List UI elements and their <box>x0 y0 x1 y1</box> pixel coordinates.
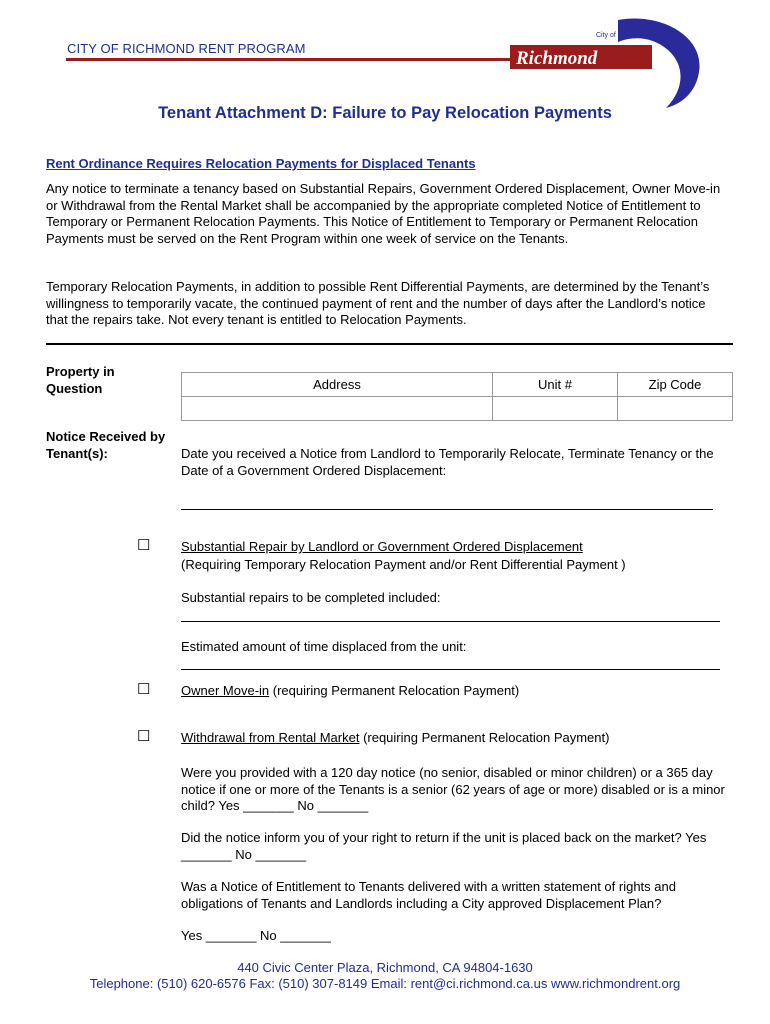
time-displaced-prompt: Estimated amount of time displaced from the unit: <box>181 639 467 654</box>
section-subheading: Rent Ordinance Requires Relocation Payments for Displaced Tenants <box>46 156 476 171</box>
zip-field[interactable] <box>618 397 733 421</box>
repair-option-note: (Requiring Temporary Relocation Payment and/or Rent Differential Payment ) <box>181 557 626 572</box>
repair-option-title: Substantial Repair by Landlord or Government Ordered Displacement <box>181 539 583 554</box>
repairs-prompt: Substantial repairs to be completed included: <box>181 590 441 605</box>
section-divider <box>46 343 733 345</box>
question-entitlement-notice: Was a Notice of Entitlement to Tenants delivered with a written statement of rights and obligations of Tenants and Landlords including a City approved Displacement Plan? <box>181 879 676 911</box>
owner-option-note: (requiring Permanent Relocation Payment) <box>269 683 520 698</box>
owner-option <box>181 683 519 700</box>
table-input-row <box>182 397 733 421</box>
question-notice-period: Were you provided with a 120 day notice (no senior, disabled or minor children) or a 365 day notice if one or more of the Tenants is a senior (62 years of age or more) disabled or is a minor child? Yes _______ No _______ <box>181 765 725 813</box>
time-displaced-line[interactable] <box>181 669 720 670</box>
notice-label: Notice Received by Tenant(s): <box>46 429 166 461</box>
repairs-line[interactable] <box>181 621 720 622</box>
property-label: Property in Question <box>46 364 115 396</box>
intro-paragraph-1: Any notice to terminate a tenancy based on Substantial Repairs, Government Ordered Displacement, Owner Move-in or Withdrawal from the Rental Market shall be accompanied by the appropriate completed Notice of Entitlement to Temporary or Permanent Relocation Payments. This Notice of Entitlement to Temporary or Permanent Relocation Payments must be served on the Rent Program within one week of service on the Tenants. <box>46 181 721 246</box>
intro-paragraph-2: Temporary Relocation Payments, in addition to possible Rent Differential Payments, are determined by the Tenant’s willingness to temporarily vacate, the continued payment of rent and the number of days after the Landlord’s notice that the repairs take. Not every tenant is entitled to Relocation Payments. <box>46 279 710 327</box>
header-rule <box>66 58 510 61</box>
notice-date-line[interactable] <box>181 509 713 510</box>
logo-richmond-text: Richmond <box>516 48 598 69</box>
unit-field[interactable] <box>493 397 618 421</box>
logo-city-of: City of <box>596 32 616 39</box>
withdrawal-checkbox[interactable]: ☐ <box>137 728 151 745</box>
question-entitlement-answer: Yes _______ No _______ <box>181 928 331 943</box>
page-title: Tenant Attachment D: Failure to Pay Relocation Payments <box>158 104 612 122</box>
question-right-to-return: Did the notice inform you of your right to return if the unit is placed back on the market? Yes _______ No _______ <box>181 830 707 862</box>
address-header: Address <box>182 373 493 397</box>
footer-address: 440 Civic Center Plaza, Richmond, CA 94804-1630 <box>237 960 533 975</box>
property-table <box>181 372 733 421</box>
withdrawal-option <box>181 730 609 747</box>
unit-header: Unit # <box>493 373 618 397</box>
withdrawal-option-note: (requiring Permanent Relocation Payment) <box>359 730 610 745</box>
richmond-logo <box>500 14 705 110</box>
notice-date-prompt: Date you received a Notice from Landlord to Temporarily Relocate, Terminate Tenancy or the Date of a Government Ordered Displacement: <box>181 446 714 478</box>
program-header: CITY OF RICHMOND RENT PROGRAM <box>67 41 306 56</box>
address-field[interactable] <box>182 397 493 421</box>
repair-checkbox[interactable]: ☐ <box>137 537 151 554</box>
owner-option-title: Owner Move-in <box>181 683 270 698</box>
owner-checkbox[interactable]: ☐ <box>137 681 151 698</box>
withdrawal-option-title: Withdrawal from Rental Market <box>181 730 360 745</box>
footer-contact: Telephone: (510) 620-6576 Fax: (510) 307-8149 Email: rent@ci.richmond.ca.us www.richmondrent.org <box>89 976 681 991</box>
table-header-row <box>182 373 733 397</box>
zip-header: Zip Code <box>618 373 733 397</box>
